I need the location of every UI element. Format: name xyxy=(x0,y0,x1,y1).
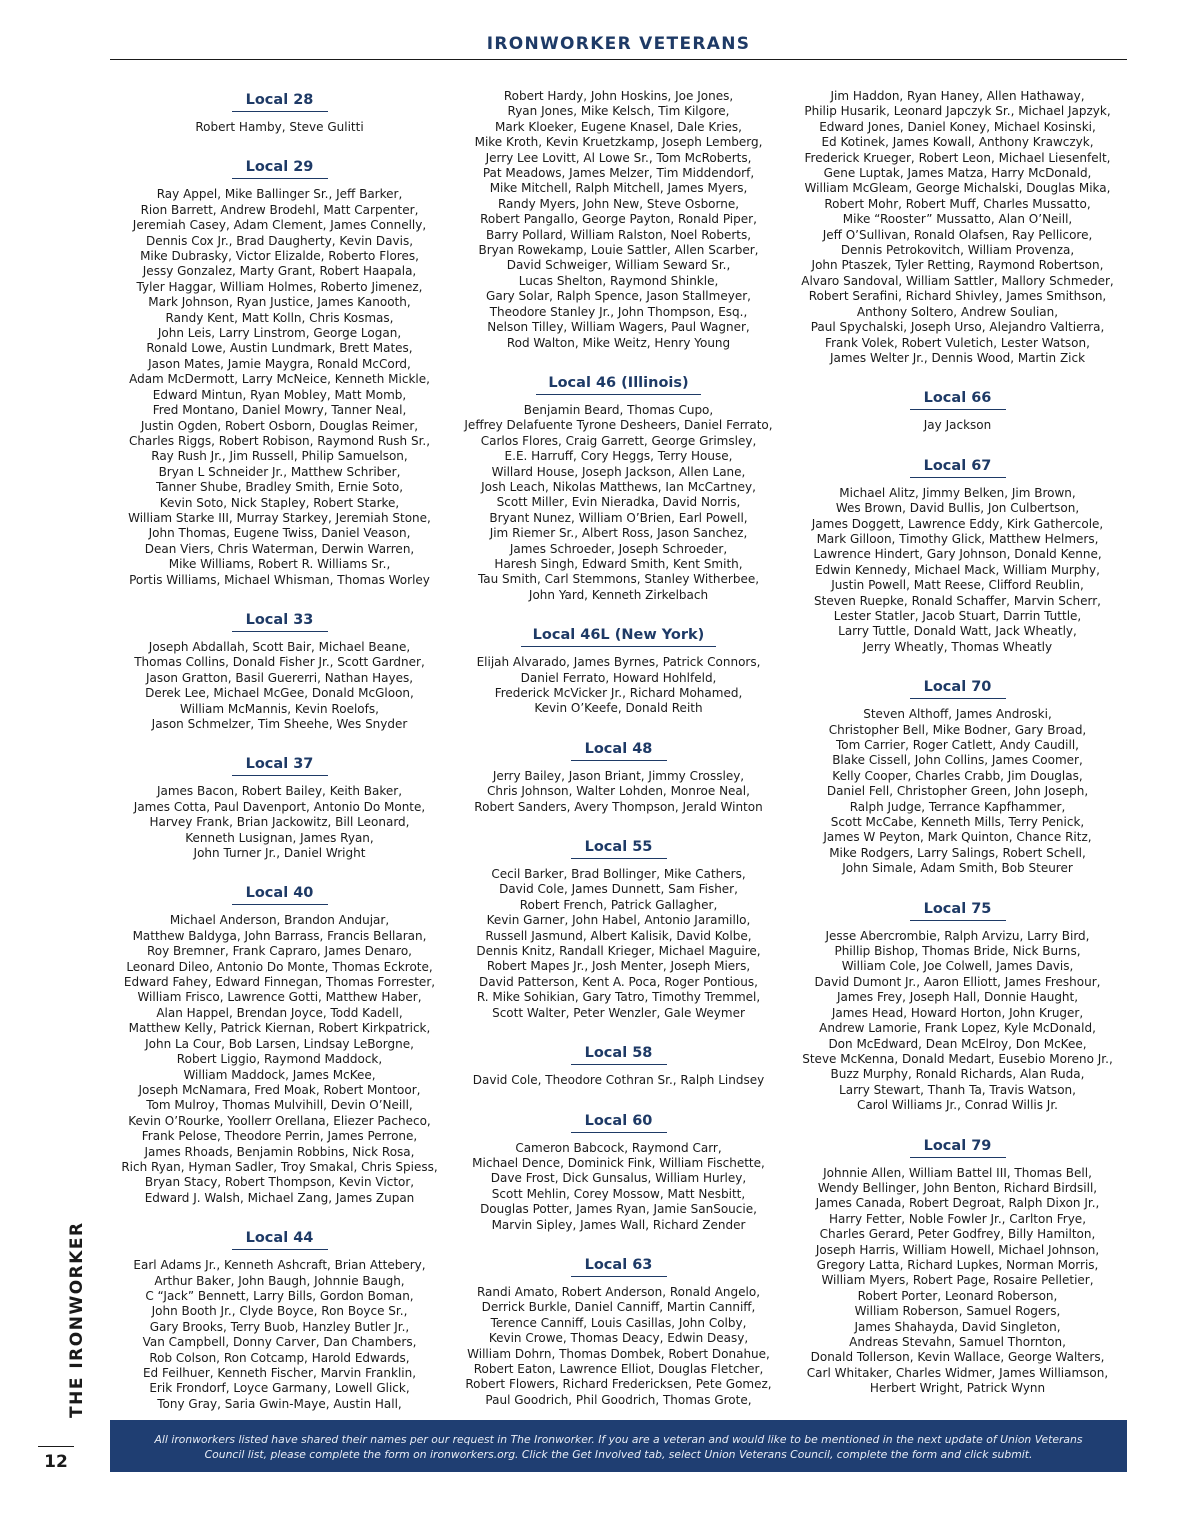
names-line: Kevin O’Rourke, Yoollerr Orellana, Eliezer Pacheco, xyxy=(128,1113,431,1128)
names-line: Jessy Gonzalez, Marty Grant, Robert Haapala, xyxy=(142,264,417,279)
names-line: Philip Husarik, Leonard Japczyk Sr., Michael Japzyk, xyxy=(804,104,1111,119)
names-line: Dennis Petrokovitch, William Provenza, xyxy=(840,243,1075,258)
names-line: Frederick Krueger, Robert Leon, Michael Liesenfelt, xyxy=(804,150,1111,165)
local-group xyxy=(449,89,788,351)
names-line: James Frey, Joseph Hall, Donnie Haught, xyxy=(836,990,1079,1005)
names-line: Kevin Garner, John Habel, Antonio Jaramillo, xyxy=(486,913,751,928)
names-line: Bryan Rowekamp, Louie Sattler, Allen Scarber, xyxy=(478,243,759,258)
local-heading: Local 29 xyxy=(232,158,328,179)
names-line: Buzz Murphy, Ronald Richards, Alan Ruda, xyxy=(830,1067,1085,1082)
names-line: Robert Serafini, Richard Shivley, James Smithson, xyxy=(808,289,1107,304)
local-group xyxy=(449,738,788,815)
names-line: William Starke III, Murray Starkey, Jeremiah Stone, xyxy=(128,510,431,525)
names-line: James Shahayda, David Singleton, xyxy=(854,1319,1061,1334)
names-line: Pat Meadows, James Melzer, Tim Middendorf, xyxy=(482,166,755,181)
names-line: Jason Mates, Jamie Maygra, Ronald McCord, xyxy=(148,356,411,371)
names-line: Edward Jones, Daniel Koney, Michael Kosinski, xyxy=(819,119,1096,134)
names-line: Mike Williams, Robert R. Williams Sr., xyxy=(168,557,391,572)
names-line: Lucas Shelton, Raymond Shinkle, xyxy=(518,273,719,288)
names-line: Haresh Singh, Edward Smith, Kent Smith, xyxy=(494,556,743,571)
names-line: Mike Kroth, Kevin Kruetzkamp, Joseph Lemberg, xyxy=(474,135,763,150)
names-line: Randy Kent, Matt Kolln, Chris Kosmas, xyxy=(165,310,394,325)
names-line: Rich Ryan, Hyman Sadler, Troy Smakal, Chris Spiess, xyxy=(121,1159,438,1174)
names-line: Leonard Dileo, Antonio Do Monte, Thomas Eckrote, xyxy=(126,959,433,974)
names-line: Steven Althoff, James Androski, xyxy=(863,707,1052,722)
names-line: William Myers, Robert Page, Rosaire Pelletier, xyxy=(821,1273,1094,1288)
names-line: William Frisco, Lawrence Gotti, Matthew Haber, xyxy=(137,990,422,1005)
veteran-names xyxy=(788,707,1127,876)
page-title: IRONWORKER VETERANS xyxy=(486,34,751,54)
names-line: Jim Haddon, Ryan Haney, Allen Hathaway, xyxy=(830,89,1085,103)
names-line: Robert Sanders, Avery Thompson, Jerald Winton xyxy=(474,799,763,814)
names-line: Gregory Latta, Richard Lupkes, Norman Morris, xyxy=(816,1257,1099,1272)
local-group xyxy=(110,1227,449,1412)
names-line: Alvaro Sandoval, William Sattler, Mallory Schmeder, xyxy=(801,273,1114,288)
names-line: Wendy Bellinger, John Benton, Richard Birdsill, xyxy=(817,1180,1098,1195)
names-line: Robert Liggio, Raymond Maddock, xyxy=(176,1052,383,1067)
names-line: Robert Pangallo, George Payton, Ronald Piper, xyxy=(480,212,757,227)
names-line: John Yard, Kenneth Zirkelbach xyxy=(528,587,709,602)
names-line: Gary Brooks, Terry Buob, Hanzley Butler Jr., xyxy=(149,1319,410,1334)
names-line: E.E. Harruff, Cory Heggs, Terry House, xyxy=(504,449,733,464)
local-group xyxy=(449,372,788,603)
local-heading: Local 63 xyxy=(571,1256,667,1277)
names-line: William Maddock, James McKee, xyxy=(183,1067,376,1082)
local-group xyxy=(788,455,1127,655)
names-line: Robert Porter, Leonard Roberson, xyxy=(857,1288,1058,1303)
veterans-columns xyxy=(110,89,1127,1433)
names-line: Anthony Soltero, Andrew Soulian, xyxy=(856,304,1059,319)
names-line: Frederick McVicker Jr., Richard Mohamed, xyxy=(494,686,743,700)
veteran-names xyxy=(788,418,1127,433)
names-line: Harry Fetter, Noble Fowler Jr., Carlton Frye, xyxy=(828,1211,1087,1226)
names-line: Ray Rush Jr., Jim Russell, Philip Samuelson, xyxy=(151,449,408,464)
names-line: Barry Pollard, William Ralston, Noel Roberts, xyxy=(485,227,752,242)
veteran-names xyxy=(449,1285,788,1408)
names-line: Bryan Stacy, Robert Thompson, Kevin Victor, xyxy=(144,1175,415,1190)
names-line: Herbert Wright, Patrick Wynn xyxy=(869,1381,1046,1396)
names-line: Lawrence Hindert, Gary Johnson, Donald Kenne, xyxy=(813,547,1102,562)
names-line: Harvey Frank, Brian Jackowitz, Bill Leonard, xyxy=(149,815,410,830)
names-line: Jason Schmelzer, Tim Sheehe, Wes Snyder xyxy=(151,717,408,731)
veteran-names xyxy=(110,187,449,588)
names-line: Bryant Nunez, William O’Brien, Earl Powell, xyxy=(489,510,748,525)
names-line: Robert Mohr, Robert Muff, Charles Mussatto, xyxy=(824,196,1091,211)
local-heading: Local 28 xyxy=(232,91,328,112)
names-line: Rion Barrett, Andrew Brodehl, Matt Carpenter, xyxy=(140,202,419,217)
names-line: Paul Goodrich, Phil Goodrich, Thomas Grote, xyxy=(485,1392,752,1407)
names-line: Larry Stewart, Thanh Ta, Travis Watson, xyxy=(839,1082,1076,1097)
names-line: Robert Mapes Jr., Josh Menter, Joseph Miers, xyxy=(486,959,751,974)
names-line: Rob Colson, Ron Cotcamp, Harold Edwards, xyxy=(149,1350,410,1365)
names-line: Jim Riemer Sr., Albert Ross, Jason Sanchez, xyxy=(489,526,748,541)
veteran-names xyxy=(110,120,449,135)
names-line: Jerry Lee Lovitt, Al Lowe Sr., Tom McRoberts, xyxy=(485,150,752,165)
column-3 xyxy=(788,89,1127,1433)
column-1 xyxy=(110,89,449,1433)
names-line: Phillip Bishop, Thomas Bride, Nick Burns, xyxy=(834,944,1081,959)
names-line: Ed Kotinek, James Kowall, Anthony Krawczyk, xyxy=(821,135,1094,150)
veteran-names xyxy=(449,89,788,351)
names-line: Kelly Cooper, Charles Crabb, Jim Douglas, xyxy=(832,768,1083,783)
names-line: Daniel Fell, Christopher Green, John Joseph, xyxy=(826,784,1089,799)
names-line: Mark Kloeker, Eugene Knasel, Dale Kries, xyxy=(495,119,742,134)
names-line: James Head, Howard Horton, John Kruger, xyxy=(831,1005,1084,1020)
names-line: Alan Happel, Brendan Joyce, Todd Kadell, xyxy=(156,1005,403,1020)
names-line: Kevin Soto, Nick Stapley, Robert Starke, xyxy=(159,495,400,510)
veteran-names xyxy=(449,867,788,1021)
header-rule xyxy=(110,59,1127,60)
names-line: David Schweiger, William Seward Sr., xyxy=(506,258,731,273)
names-line: Mike Dubrasky, Victor Elizalde, Roberto Flores, xyxy=(140,249,419,264)
names-line: Michael Dence, Dominick Fink, William Fischette, xyxy=(472,1155,765,1170)
names-line: John Turner Jr., Daniel Wright xyxy=(193,846,366,861)
names-line: Josh Leach, Nikolas Matthews, Ian McCartney, xyxy=(481,479,756,494)
local-group xyxy=(110,882,449,1206)
names-line: David Cole, Theodore Cothran Sr., Ralph Lindsey xyxy=(472,1073,765,1088)
names-line: John Booth Jr., Clyde Boyce, Ron Boyce Sr., xyxy=(151,1304,408,1319)
local-group xyxy=(449,836,788,1021)
names-line: Jerry Wheatly, Thomas Wheatly xyxy=(862,639,1053,654)
names-line: Robert Eaton, Lawrence Elliot, Douglas Fletcher, xyxy=(473,1361,764,1376)
names-line: James Bacon, Robert Bailey, Keith Baker, xyxy=(156,784,403,799)
names-line: Derek Lee, Michael McGee, Donald McGloon, xyxy=(145,686,414,701)
local-heading: Local 67 xyxy=(910,457,1006,478)
names-line: Robert French, Patrick Gallagher, xyxy=(519,897,718,912)
names-line: Willard House, Joseph Jackson, Allen Lane, xyxy=(491,464,746,479)
local-group xyxy=(788,898,1127,1114)
names-line: Steven Ruepke, Ronald Schaffer, Marvin Scherr, xyxy=(814,593,1101,608)
names-line: Edward Fahey, Edward Finnegan, Thomas Forrester, xyxy=(123,975,436,990)
names-line: Carlos Flores, Craig Garrett, George Grimsley, xyxy=(480,433,757,448)
local-heading: Local 40 xyxy=(232,884,328,905)
names-line: Kevin Crowe, Thomas Deacy, Edwin Deasy, xyxy=(488,1331,749,1346)
names-line: Justin Powell, Matt Reese, Clifford Reublin, xyxy=(831,578,1084,593)
local-group xyxy=(788,1135,1127,1397)
names-line: James Canada, Robert Degroat, Ralph Dixon Jr., xyxy=(815,1196,1100,1211)
names-line: Erik Frondorf, Loyce Garmany, Lowell Glick, xyxy=(149,1381,410,1396)
names-line: Fred Montano, Daniel Mowry, Tanner Neal, xyxy=(152,403,407,418)
veteran-names xyxy=(449,769,788,815)
names-line: Cecil Barker, Brad Bollinger, Mike Cathers, xyxy=(491,867,746,882)
names-line: Tom Carrier, Roger Catlett, Andy Caudill, xyxy=(835,738,1079,752)
local-heading: Local 44 xyxy=(232,1229,328,1250)
page-number-rule xyxy=(38,1446,74,1447)
local-group xyxy=(110,89,449,135)
names-line: Joseph Harris, William Howell, Michael Johnson, xyxy=(815,1242,1100,1257)
names-line: Lester Statler, Jacob Stuart, Darrin Tuttle, xyxy=(833,608,1082,623)
names-line: Ralph Judge, Terrance Kapfhammer, xyxy=(849,799,1066,814)
names-line: Mark Johnson, Ryan Justice, James Kanooth, xyxy=(148,295,411,310)
names-line: Robert Flowers, Richard Fredericksen, Pete Gomez, xyxy=(465,1377,772,1392)
names-line: Christopher Bell, Mike Bodner, Gary Broad, xyxy=(828,722,1087,737)
local-heading: Local 58 xyxy=(571,1044,667,1065)
local-heading: Local 37 xyxy=(232,755,328,776)
names-line: Jesse Abercrombie, Ralph Arvizu, Larry Bird, xyxy=(825,928,1090,943)
names-line: Edwin Kennedy, Michael Mack, William Murphy, xyxy=(815,562,1100,577)
names-line: William Roberson, Samuel Rogers, xyxy=(854,1304,1061,1319)
veteran-names xyxy=(788,486,1127,655)
names-line: Randy Myers, John New, Steve Osborne, xyxy=(497,196,740,211)
local-heading: Local 60 xyxy=(571,1112,667,1133)
names-line: Matthew Kelly, Patrick Kiernan, Robert Kirkpatrick, xyxy=(128,1021,431,1036)
names-line: Tanner Shube, Bradley Smith, Ernie Soto, xyxy=(155,480,404,495)
names-line: John Thomas, Eugene Twiss, Daniel Veason, xyxy=(148,526,411,541)
names-line: Portis Williams, Michael Whisman, Thomas Worley xyxy=(129,572,430,587)
names-line: Dennis Cox Jr., Brad Daugherty, Kevin Davis, xyxy=(145,233,414,248)
local-heading: Local 33 xyxy=(232,611,328,632)
names-line: Matthew Baldyga, John Barrass, Francis Bellaran, xyxy=(132,928,427,943)
names-line: Terence Canniff, Louis Casillas, John Colby, xyxy=(490,1315,747,1330)
names-line: John Leis, Larry Linstrom, George Logan, xyxy=(157,326,402,341)
names-line: Robert Hamby, Steve Gulitti xyxy=(195,120,364,134)
names-line: Scott Mehlin, Corey Mossow, Matt Nesbitt, xyxy=(491,1186,746,1201)
names-line: Carol Williams Jr., Conrad Willis Jr. xyxy=(857,1098,1058,1113)
names-line: William McMannis, Kevin Roelofs, xyxy=(180,701,379,716)
names-line: John Ptaszek, Tyler Retting, Raymond Robertson, xyxy=(811,258,1104,273)
names-line: Ray Appel, Mike Ballinger Sr., Jeff Barker, xyxy=(156,187,403,202)
local-group xyxy=(449,1110,788,1233)
veteran-names xyxy=(449,1141,788,1233)
magazine-title: THE IRONWORKER xyxy=(67,1221,87,1418)
names-line: Charles Riggs, Robert Robison, Raymond Rush Sr., xyxy=(128,433,431,448)
local-heading: Local 70 xyxy=(910,678,1006,699)
names-line: Earl Adams Jr., Kenneth Ashcraft, Brian Attebery, xyxy=(133,1258,426,1273)
names-line: Donald Tollerson, Kevin Wallace, George Walters, xyxy=(810,1350,1105,1365)
names-line: Theodore Stanley Jr., John Thompson, Esq., xyxy=(489,304,748,319)
names-line: James Schroeder, Joseph Schroeder, xyxy=(509,541,728,556)
veteran-names xyxy=(449,403,788,603)
veteran-names xyxy=(110,784,449,861)
names-line: John La Cour, Bob Larsen, Lindsay LeBorgne, xyxy=(145,1036,414,1051)
names-line: Dave Frost, Dick Gunsalus, William Hurley, xyxy=(490,1171,747,1186)
names-line: Frank Pelose, Theodore Perrin, James Perrone, xyxy=(141,1129,418,1144)
names-line: Van Campbell, Donny Carver, Dan Chambers, xyxy=(142,1335,417,1350)
footer-note: All ironworkers listed have shared their names per our request in The Ironworker. If you are a veteran and would like to be mentioned in the next update of Union Veterans Council list, please complete the form on ironworkers.org. Click the Get Involved tab, select Union Veterans Council, complete the form and click submit. xyxy=(154,1433,1083,1461)
names-line: Justin Ogden, Robert Osborn, Douglas Reimer, xyxy=(140,418,419,433)
footer-note-box xyxy=(110,1420,1127,1472)
names-line: Dean Viers, Chris Waterman, Derwin Warren, xyxy=(144,541,415,556)
veteran-names xyxy=(788,1166,1127,1397)
names-line: Mike Rodgers, Larry Salings, Robert Schell, xyxy=(829,845,1086,860)
names-line: James Welter Jr., Dennis Wood, Martin Zick xyxy=(829,350,1086,365)
names-line: Ryan Jones, Mike Kelsch, Tim Kilgore, xyxy=(507,104,730,119)
names-line: James Cotta, Paul Davenport, Antonio Do Monte, xyxy=(133,799,426,814)
names-line: Don McEdward, Dean McElroy, Don McKee, xyxy=(828,1036,1087,1051)
names-line: Steve McKenna, Donald Medart, Eusebio Moreno Jr., xyxy=(802,1051,1113,1066)
veteran-names xyxy=(110,640,449,732)
local-group xyxy=(449,1254,788,1408)
names-line: Ed Feilhuer, Kenneth Fischer, Marvin Franklin, xyxy=(142,1366,417,1380)
names-line: Gene Luptak, James Matza, Harry McDonald, xyxy=(823,166,1092,181)
local-group xyxy=(788,676,1127,876)
names-line: Cameron Babcock, Raymond Carr, xyxy=(515,1140,722,1155)
names-line: Joseph Abdallah, Scott Bair, Michael Beane, xyxy=(148,639,411,654)
names-line: William McGleam, George Michalski, Douglas Mika, xyxy=(804,181,1111,196)
names-line: David Patterson, Kent A. Poca, Roger Pontious, xyxy=(479,974,758,989)
names-line: Jason Gratton, Basil Guererri, Nathan Hayes, xyxy=(145,670,414,685)
names-line: Tau Smith, Carl Stemmons, Stanley Witherbee, xyxy=(477,572,760,587)
names-line: Arthur Baker, John Baugh, Johnnie Baugh, xyxy=(154,1273,405,1288)
names-line: Robert Hardy, John Hoskins, Joe Jones, xyxy=(503,89,734,103)
names-line: Kevin O’Keefe, Donald Reith xyxy=(534,701,703,716)
column-2 xyxy=(449,89,788,1433)
names-line: Frank Volek, Robert Vuletich, Lester Watson, xyxy=(825,335,1090,350)
names-line: Johnnie Allen, William Battel III, Thomas Bell, xyxy=(823,1165,1092,1180)
names-line: Jeremiah Casey, Adam Clement, James Connelly, xyxy=(132,218,427,233)
veteran-names xyxy=(110,913,449,1206)
names-line: R. Mike Sohikian, Gary Tatro, Timothy Tremmel, xyxy=(476,990,761,1005)
local-group xyxy=(110,609,449,732)
names-line: Douglas Potter, James Ryan, Jamie SanSoucie, xyxy=(480,1202,757,1217)
local-group xyxy=(788,387,1127,433)
local-group xyxy=(110,753,449,861)
names-line: Thomas Collins, Donald Fisher Jr., Scott Gardner, xyxy=(134,655,425,670)
local-group xyxy=(110,156,449,588)
names-line: William Cole, Joe Colwell, James Davis, xyxy=(841,959,1074,974)
names-line: Mike “Rooster” Mussatto, Alan O’Neill, xyxy=(842,212,1073,227)
names-line: Mike Mitchell, Ralph Mitchell, James Myers, xyxy=(489,181,748,196)
names-line: Jeffrey Delafuente Tyrone Desheers, Daniel Ferrato, xyxy=(464,418,773,433)
names-line: Tony Gray, Saria Gwin-Maye, Austin Hall, xyxy=(157,1396,402,1411)
names-line: Michael Anderson, Brandon Andujar, xyxy=(169,913,390,928)
names-line: Chris Johnson, Walter Lohden, Monroe Neal, xyxy=(487,784,750,799)
local-heading: Local 46 (Illinois) xyxy=(536,374,700,395)
names-line: Tom Mulroy, Thomas Mulvihill, Devin O’Neill, xyxy=(146,1098,413,1113)
names-line: James W Peyton, Mark Quinton, Chance Ritz, xyxy=(823,830,1092,845)
veteran-names xyxy=(788,89,1127,366)
local-group xyxy=(788,89,1127,366)
names-line: Joseph McNamara, Fred Moak, Robert Montoor, xyxy=(138,1082,421,1097)
names-line: William Dohrn, Thomas Dombek, Robert Donahue, xyxy=(467,1346,770,1361)
names-line: Bryan L Schneider Jr., Matthew Schriber, xyxy=(158,464,401,479)
names-line: Jeff O’Sullivan, Ronald Olafsen, Ray Pellicore, xyxy=(822,227,1093,242)
names-line: Dennis Knitz, Randall Krieger, Michael Maguire, xyxy=(476,944,761,959)
names-line: Daniel Ferrato, Howard Hohlfeld, xyxy=(520,670,717,685)
names-line: Rod Walton, Mike Weitz, Henry Young xyxy=(506,335,731,350)
names-line: James Rhoads, Benjamin Robbins, Nick Rosa, xyxy=(144,1144,415,1159)
names-line: Derrick Burkle, Daniel Canniff, Martin Canniff, xyxy=(481,1300,756,1315)
names-line: Roy Bremner, Frank Capraro, James Denaro, xyxy=(147,944,412,959)
veteran-names xyxy=(110,1258,449,1412)
names-line: Scott McCabe, Kenneth Mills, Terry Penick, xyxy=(830,815,1085,830)
names-line: Blake Cissell, John Collins, James Coomer, xyxy=(832,753,1083,768)
local-heading: Local 55 xyxy=(571,838,667,859)
names-line: Andreas Stevahn, Samuel Thornton, xyxy=(849,1335,1066,1349)
names-line: Ronald Lowe, Austin Lundmark, Brett Mates, xyxy=(146,341,413,356)
names-line: Mark Gilloon, Timothy Glick, Matthew Helmers, xyxy=(816,531,1099,546)
names-line: Russell Jasmund, Albert Kalisik, David Kolbe, xyxy=(485,928,752,943)
names-line: Tyler Haggar, William Holmes, Roberto Jimenez, xyxy=(136,279,423,294)
names-line: Adam McDermott, Larry McNeice, Kenneth Mickle, xyxy=(129,372,430,387)
names-line: Elijah Alvarado, James Byrnes, Patrick Connors, xyxy=(476,655,761,670)
names-line: Carl Whitaker, Charles Widmer, James Williamson, xyxy=(806,1365,1109,1380)
names-line: David Dumont Jr., Aaron Elliott, James Freshour, xyxy=(814,974,1101,989)
names-line: Andrew Lamorie, Frank Lopez, Kyle McDonald, xyxy=(819,1021,1096,1036)
names-line: Michael Alitz, Jimmy Belken, Jim Brown, xyxy=(839,485,1076,500)
names-line: Randi Amato, Robert Anderson, Ronald Angelo, xyxy=(476,1284,761,1299)
veteran-names xyxy=(788,929,1127,1114)
names-line: Larry Tuttle, Donald Watt, Jack Wheatly, xyxy=(838,624,1077,639)
names-line: Gary Solar, Ralph Spence, Jason Stallmeyer, xyxy=(486,289,751,304)
names-line: John Simale, Adam Smith, Bob Steurer xyxy=(842,861,1073,876)
names-line: Edward Mintun, Ryan Mobley, Matt Momb, xyxy=(152,387,407,402)
names-line: Charles Gerard, Peter Godfrey, Billy Hamilton, xyxy=(819,1227,1096,1242)
names-line: Scott Walter, Peter Wenzler, Gale Weymer xyxy=(492,1005,745,1020)
local-group xyxy=(449,624,788,717)
local-heading: Local 48 xyxy=(571,740,667,761)
names-line: Edward J. Walsh, Michael Zang, James Zupan xyxy=(144,1190,415,1205)
local-heading: Local 75 xyxy=(910,900,1006,921)
veteran-names xyxy=(449,1073,788,1088)
names-line: Wes Brown, David Bullis, Jon Culbertson, xyxy=(835,501,1080,516)
local-group xyxy=(449,1042,788,1088)
names-line: Scott Miller, Evin Nieradka, David Norris, xyxy=(496,495,741,510)
page-number: 12 xyxy=(44,1452,68,1472)
names-line: David Cole, James Dunnett, Sam Fisher, xyxy=(499,882,738,897)
local-heading: Local 79 xyxy=(910,1137,1006,1158)
names-line: Kenneth Lusignan, James Ryan, xyxy=(185,830,374,845)
veteran-names xyxy=(449,655,788,717)
names-line: Jay Jackson xyxy=(923,418,992,433)
names-line: Benjamin Beard, Thomas Cupo, xyxy=(523,402,714,417)
names-line: Jerry Bailey, Jason Briant, Jimmy Crossley, xyxy=(492,768,745,783)
names-line: James Doggett, Lawrence Eddy, Kirk Gathercole, xyxy=(811,516,1104,531)
names-line: Nelson Tilley, William Wagers, Paul Wagner, xyxy=(487,320,750,335)
names-line: Marvin Sipley, James Wall, Richard Zender xyxy=(491,1217,746,1232)
local-heading: Local 46L (New York) xyxy=(521,626,717,647)
local-heading: Local 66 xyxy=(910,389,1006,410)
names-line: Paul Spychalski, Joseph Urso, Alejandro Valtierra, xyxy=(810,320,1105,335)
names-line: C “Jack” Bennett, Larry Bills, Gordon Boman, xyxy=(145,1288,414,1303)
